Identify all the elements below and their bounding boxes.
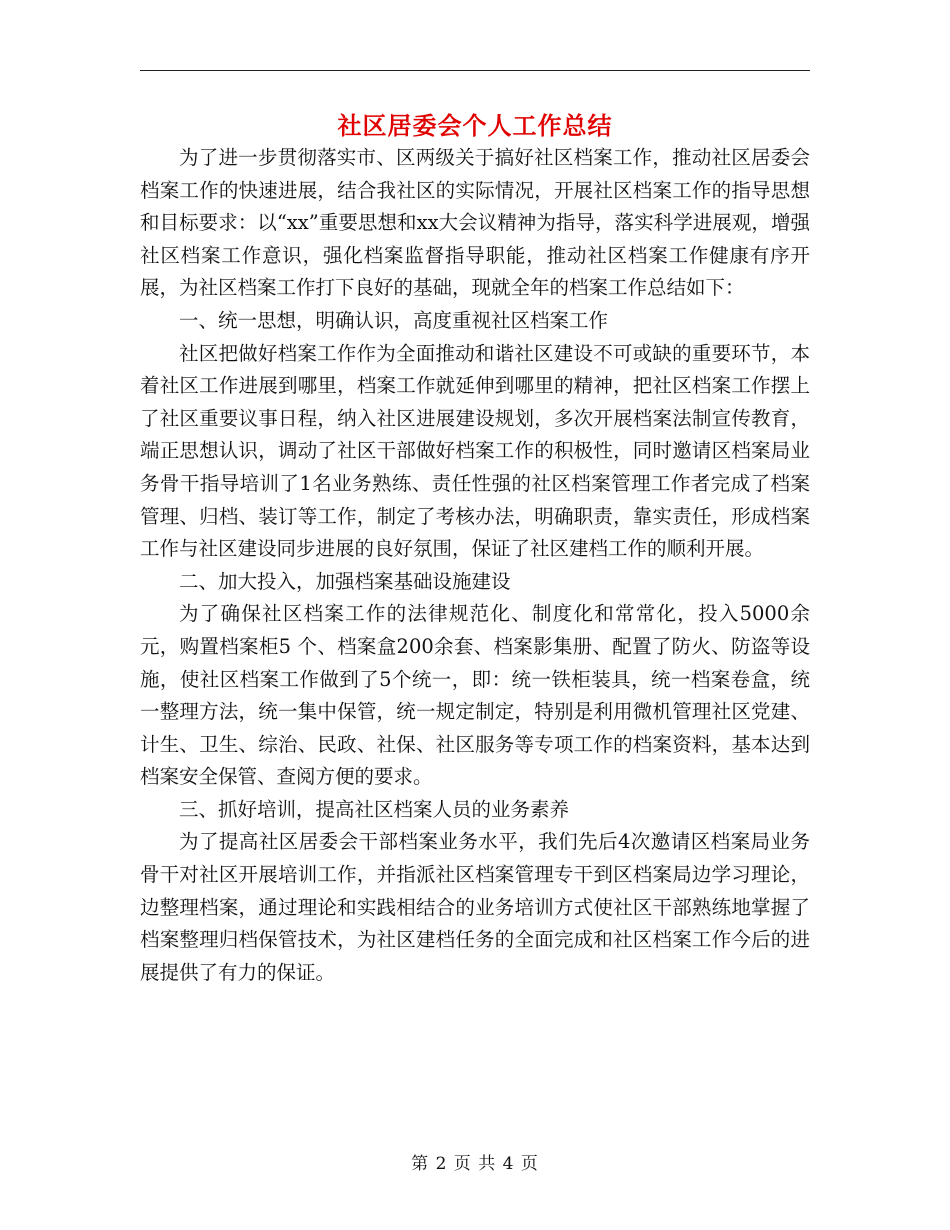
body-paragraph: 为了确保社区档案工作的法律规范化、制度化和常常化，投入5000余元，购置档案柜5 个、档案盒200余套、档案影集册、配置了防火、防盗等设施，使社区档案工作做到了5个统一，即：统一铁柜装具，统一档案卷盒，统一整理方法，统一集中保管，统一规定制定，特别是利用微机管理社区党建、计生、卫生、综治、民政、社保、社区服务等专项工作的档案资料，基本达到档案安全保管、查阅方便的要求。 [140,602,810,789]
section-heading: 一、统一思想，明确认识，高度重视社区档案工作 [179,308,609,332]
body-paragraph: 为了提高社区居委会干部档案业务水平，我们先后4次邀请区档案局业务骨干对社区开展培训工作，并指派社区档案管理专干到区档案局边学习理论，边整理档案，通过理论和实践相结合的业务培训方式使社区干部熟练地掌握了档案整理归档保管技术，为社区建档任务的全面完成和社区档案工作今后的进展提供了有力的保证。 [140,830,810,984]
section-heading: 三、抓好培训，提高社区档案人员的业务素养 [179,797,570,821]
document-title: 社区居委会个人工作总结 [337,111,613,140]
section-heading: 二、加大投入，加强档案基础设施建设 [179,569,511,593]
body-paragraph: 社区把做好档案工作作为全面推动和谐社区建设不可或缺的重要环节，本着社区工作进展到哪里，档案工作就延伸到哪里的精神，把社区档案工作摆上了社区重要议事日程，纳入社区进展建设规划，多次开展档案法制宣传教育，端正思想认识，调动了社区干部做好档案工作的积极性，同时邀请区档案局业务骨干指导培训了1名业务熟练、责任性强的社区档案管理工作者完成了档案管理、归档、装订等工作，制定了考核办法，明确职责，靠实责任，形成档案工作与社区建设同步进展的良好氛围，保证了社区建档工作的顺利开展。 [140,341,810,561]
document-body [140,142,810,989]
page-number: 第 2 页 共 4 页 [411,1154,539,1174]
body-paragraph: 为了进一步贯彻落实市、区两级关于搞好社区档案工作，推动社区居委会档案工作的快速进展，结合我社区的实际情况，开展社区档案工作的指导思想和目标要求：以“xx”重要思想和xx大会议精神为指导，落实科学进展观，增强社区档案工作意识，强化档案监督指导职能，推动社区档案工作健康有序开展，为社区档案工作打下良好的基础，现就全年的档案工作总结如下： [140,146,810,300]
header-rule [140,70,810,71]
